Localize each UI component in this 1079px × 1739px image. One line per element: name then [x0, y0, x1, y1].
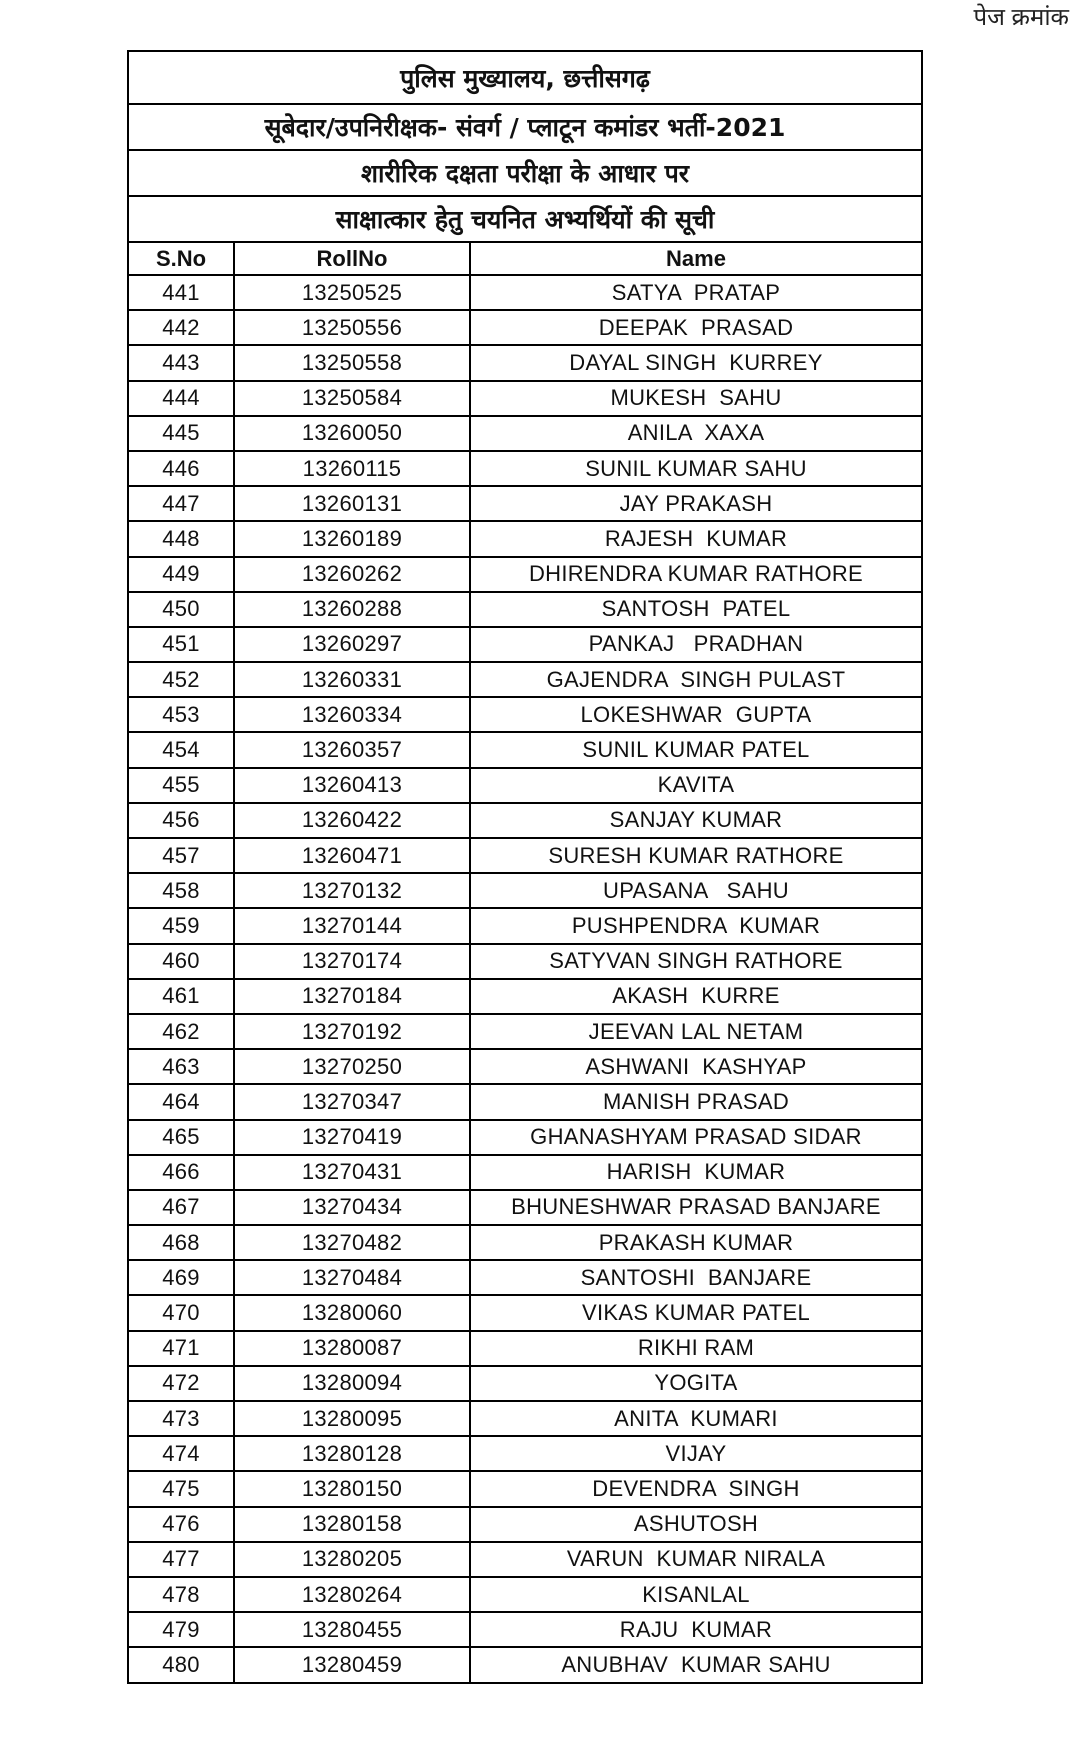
- cell-sno: 457: [128, 838, 234, 873]
- cell-sno: 472: [128, 1366, 234, 1401]
- cell-rollno: 13270144: [234, 908, 470, 943]
- table-row: [128, 732, 922, 767]
- page-number-label-text: पेज क्रमांक: [973, 4, 1069, 31]
- table-row: [128, 1507, 922, 1542]
- cell-sno: 448: [128, 521, 234, 556]
- cell-name: GAJENDRA SINGH PULAST: [470, 662, 922, 697]
- table-row: [128, 381, 922, 416]
- cell-sno: 445: [128, 416, 234, 451]
- column-header-name: Name: [470, 242, 922, 275]
- cell-sno: 458: [128, 873, 234, 908]
- cell-rollno: 13260262: [234, 557, 470, 592]
- cell-name: PRAKASH KUMAR: [470, 1225, 922, 1260]
- cell-name: RAJESH KUMAR: [470, 521, 922, 556]
- table-body: [128, 275, 922, 1683]
- table-row: [128, 662, 922, 697]
- cell-sno: 442: [128, 310, 234, 345]
- table-row: [128, 592, 922, 627]
- table-row: [128, 1577, 922, 1612]
- cell-name: VARUN KUMAR NIRALA: [470, 1542, 922, 1577]
- table-row: [128, 697, 922, 732]
- cell-sno: 464: [128, 1084, 234, 1119]
- cell-name: SURESH KUMAR RATHORE: [470, 838, 922, 873]
- cell-name: SUNIL KUMAR SAHU: [470, 451, 922, 486]
- cell-name: KISANLAL: [470, 1577, 922, 1612]
- cell-rollno: 13260357: [234, 732, 470, 767]
- cell-sno: 469: [128, 1260, 234, 1295]
- table-row: [128, 908, 922, 943]
- cell-sno: 443: [128, 345, 234, 380]
- cell-sno: 477: [128, 1542, 234, 1577]
- cell-name: LOKESHWAR GUPTA: [470, 697, 922, 732]
- cell-name: BHUNESHWAR PRASAD BANJARE: [470, 1190, 922, 1225]
- cell-name: AKASH KURRE: [470, 979, 922, 1014]
- cell-name: PANKAJ PRADHAN: [470, 627, 922, 662]
- table-row: [128, 1612, 922, 1647]
- cell-name: PUSHPENDRA KUMAR: [470, 908, 922, 943]
- cell-name: SANTOSH PATEL: [470, 592, 922, 627]
- cell-rollno: 13270434: [234, 1190, 470, 1225]
- cell-name: GHANASHYAM PRASAD SIDAR: [470, 1120, 922, 1155]
- cell-name: HARISH KUMAR: [470, 1155, 922, 1190]
- table-row: [128, 1190, 922, 1225]
- cell-rollno: 13250584: [234, 381, 470, 416]
- cell-sno: 447: [128, 486, 234, 521]
- cell-rollno: 13260115: [234, 451, 470, 486]
- cell-name: SATYVAN SINGH RATHORE: [470, 944, 922, 979]
- cell-rollno: 13270419: [234, 1120, 470, 1155]
- basis-subtitle: शारीरिक दक्षता परीक्षा के आधार पर: [128, 150, 922, 196]
- cell-rollno: 13260422: [234, 803, 470, 838]
- table-row: [128, 1331, 922, 1366]
- table-row: [128, 803, 922, 838]
- table-row: [128, 1014, 922, 1049]
- cell-rollno: 13250556: [234, 310, 470, 345]
- cell-rollno: 13280094: [234, 1366, 470, 1401]
- table-row: [128, 873, 922, 908]
- cell-sno: 476: [128, 1507, 234, 1542]
- cell-sno: 466: [128, 1155, 234, 1190]
- cell-name: UPASANA SAHU: [470, 873, 922, 908]
- cell-name: RIKHI RAM: [470, 1331, 922, 1366]
- cell-sno: 446: [128, 451, 234, 486]
- table-row: [128, 1471, 922, 1506]
- cell-sno: 456: [128, 803, 234, 838]
- cell-rollno: 13280264: [234, 1577, 470, 1612]
- cell-name: ANUBHAV KUMAR SAHU: [470, 1647, 922, 1682]
- cell-rollno: 13280158: [234, 1507, 470, 1542]
- cell-rollno: 13270174: [234, 944, 470, 979]
- cell-rollno: 13260471: [234, 838, 470, 873]
- cell-rollno: 13270431: [234, 1155, 470, 1190]
- cell-rollno: 13280128: [234, 1436, 470, 1471]
- cell-sno: 454: [128, 732, 234, 767]
- table-row: [128, 1120, 922, 1155]
- table-row: [128, 1401, 922, 1436]
- cell-sno: 479: [128, 1612, 234, 1647]
- cell-rollno: 13270347: [234, 1084, 470, 1119]
- cell-rollno: 13270184: [234, 979, 470, 1014]
- cell-sno: 475: [128, 1471, 234, 1506]
- cell-sno: 474: [128, 1436, 234, 1471]
- cell-name: JAY PRAKASH: [470, 486, 922, 521]
- cell-name: JEEVAN LAL NETAM: [470, 1014, 922, 1049]
- cell-sno: 470: [128, 1295, 234, 1330]
- cell-rollno: 13280459: [234, 1647, 470, 1682]
- table-row: [128, 1049, 922, 1084]
- cell-rollno: 13270192: [234, 1014, 470, 1049]
- cell-name: ASHWANI KASHYAP: [470, 1049, 922, 1084]
- cell-sno: 461: [128, 979, 234, 1014]
- cell-name: SATYA PRATAP: [470, 275, 922, 310]
- cell-name: DAYAL SINGH KURREY: [470, 345, 922, 380]
- cell-name: DEEPAK PRASAD: [470, 310, 922, 345]
- cell-sno: 450: [128, 592, 234, 627]
- table-row: [128, 1542, 922, 1577]
- cell-sno: 462: [128, 1014, 234, 1049]
- cell-rollno: 13250558: [234, 345, 470, 380]
- cell-sno: 444: [128, 381, 234, 416]
- cell-rollno: 13260189: [234, 521, 470, 556]
- table-row: [128, 1647, 922, 1682]
- cell-sno: 480: [128, 1647, 234, 1682]
- page-number-label: [973, 4, 1069, 32]
- table-row: [128, 1225, 922, 1260]
- cell-rollno: 13280095: [234, 1401, 470, 1436]
- cell-sno: 455: [128, 768, 234, 803]
- cell-name: DHIRENDRA KUMAR RATHORE: [470, 557, 922, 592]
- cell-rollno: 13260131: [234, 486, 470, 521]
- table-row: [128, 768, 922, 803]
- candidate-list-table: [127, 50, 923, 1684]
- table-row: [128, 557, 922, 592]
- table-row: [128, 1084, 922, 1119]
- cell-rollno: 13280205: [234, 1542, 470, 1577]
- cell-name: SANTOSHI BANJARE: [470, 1260, 922, 1295]
- cell-rollno: 13260331: [234, 662, 470, 697]
- cell-sno: 467: [128, 1190, 234, 1225]
- cell-sno: 441: [128, 275, 234, 310]
- table-row: [128, 521, 922, 556]
- table-row: [128, 1260, 922, 1295]
- cell-sno: 459: [128, 908, 234, 943]
- cell-rollno: 13260288: [234, 592, 470, 627]
- table-row: [128, 838, 922, 873]
- cell-name: RAJU KUMAR: [470, 1612, 922, 1647]
- column-header-sno: S.No: [128, 242, 234, 275]
- cell-sno: 452: [128, 662, 234, 697]
- cell-name: MUKESH SAHU: [470, 381, 922, 416]
- cell-sno: 449: [128, 557, 234, 592]
- recruitment-title: सूबेदार/उपनिरीक्षक- संवर्ग / प्लाटून कमांडर भर्ती-2021: [128, 104, 922, 150]
- cell-name: SUNIL KUMAR PATEL: [470, 732, 922, 767]
- table-row: [128, 451, 922, 486]
- cell-rollno: 13280087: [234, 1331, 470, 1366]
- document-title: पुलिस मुख्यालय, छत्तीसगढ़: [128, 51, 922, 104]
- cell-rollno: 13260413: [234, 768, 470, 803]
- cell-name: ANITA KUMARI: [470, 1401, 922, 1436]
- cell-name: YOGITA: [470, 1366, 922, 1401]
- table-row: [128, 979, 922, 1014]
- list-subtitle: साक्षात्कार हेतु चयनित अभ्यर्थियों की सूची: [128, 196, 922, 242]
- table-row: [128, 486, 922, 521]
- table-row: [128, 1436, 922, 1471]
- cell-name: DEVENDRA SINGH: [470, 1471, 922, 1506]
- cell-sno: 468: [128, 1225, 234, 1260]
- cell-sno: 465: [128, 1120, 234, 1155]
- cell-name: SANJAY KUMAR: [470, 803, 922, 838]
- table-row: [128, 1155, 922, 1190]
- table-row: [128, 1295, 922, 1330]
- cell-sno: 463: [128, 1049, 234, 1084]
- cell-rollno: 13270250: [234, 1049, 470, 1084]
- cell-rollno: 13270132: [234, 873, 470, 908]
- cell-rollno: 13270482: [234, 1225, 470, 1260]
- cell-rollno: 13260297: [234, 627, 470, 662]
- cell-rollno: 13250525: [234, 275, 470, 310]
- cell-sno: 471: [128, 1331, 234, 1366]
- cell-rollno: 13280455: [234, 1612, 470, 1647]
- table-row: [128, 310, 922, 345]
- table-row: [128, 1366, 922, 1401]
- cell-sno: 473: [128, 1401, 234, 1436]
- cell-name: KAVITA: [470, 768, 922, 803]
- cell-rollno: 13280150: [234, 1471, 470, 1506]
- cell-name: ANILA XAXA: [470, 416, 922, 451]
- cell-rollno: 13260050: [234, 416, 470, 451]
- table-row: [128, 345, 922, 380]
- cell-name: VIKAS KUMAR PATEL: [470, 1295, 922, 1330]
- table-header-block: [128, 51, 922, 275]
- cell-sno: 460: [128, 944, 234, 979]
- cell-sno: 478: [128, 1577, 234, 1612]
- cell-name: MANISH PRASAD: [470, 1084, 922, 1119]
- cell-rollno: 13260334: [234, 697, 470, 732]
- cell-name: ASHUTOSH: [470, 1507, 922, 1542]
- cell-sno: 453: [128, 697, 234, 732]
- table-row: [128, 627, 922, 662]
- cell-sno: 451: [128, 627, 234, 662]
- table-row: [128, 275, 922, 310]
- cell-rollno: 13270484: [234, 1260, 470, 1295]
- column-header-rollno: RollNo: [234, 242, 470, 275]
- table-row: [128, 416, 922, 451]
- cell-name: VIJAY: [470, 1436, 922, 1471]
- cell-rollno: 13280060: [234, 1295, 470, 1330]
- table-row: [128, 944, 922, 979]
